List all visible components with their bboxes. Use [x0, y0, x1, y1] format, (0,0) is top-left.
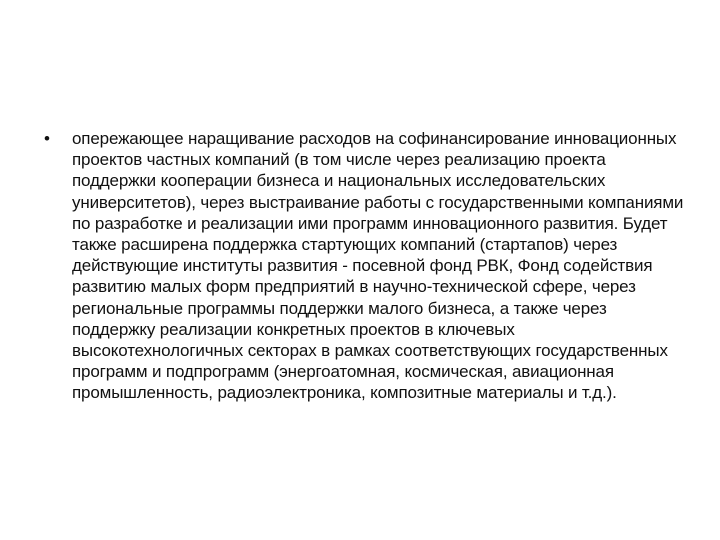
bullet-item — [44, 128, 684, 404]
bullet-marker: • — [44, 129, 50, 148]
bullet-list — [44, 128, 684, 404]
bullet-text: опережающее наращивание расходов на софинансирование инновационных проектов частных компаний (в том числе через реализацию проекта поддержки кооперации бизнеса и национальных исследовательских университетов), через выстраивание работы с государственными компаниями по разработке и реализации ими программ инновационного развития. Будет также расширена поддержка стартующих компаний (стартапов) через действующие институты развития - посевной фонд РВК, Фонд содействия развитию малых форм предприятий в научно-технической сфере, через региональные программы поддержки малого бизнеса, а также через поддержку реализации конкретных проектов в ключевых высокотехнологичных секторах в рамках соответствующих государственных программ и подпрограмм (энергоатомная, космическая, авиационная промышленность, радиоэлектроника, композитные материалы и т.д.). — [72, 129, 684, 403]
